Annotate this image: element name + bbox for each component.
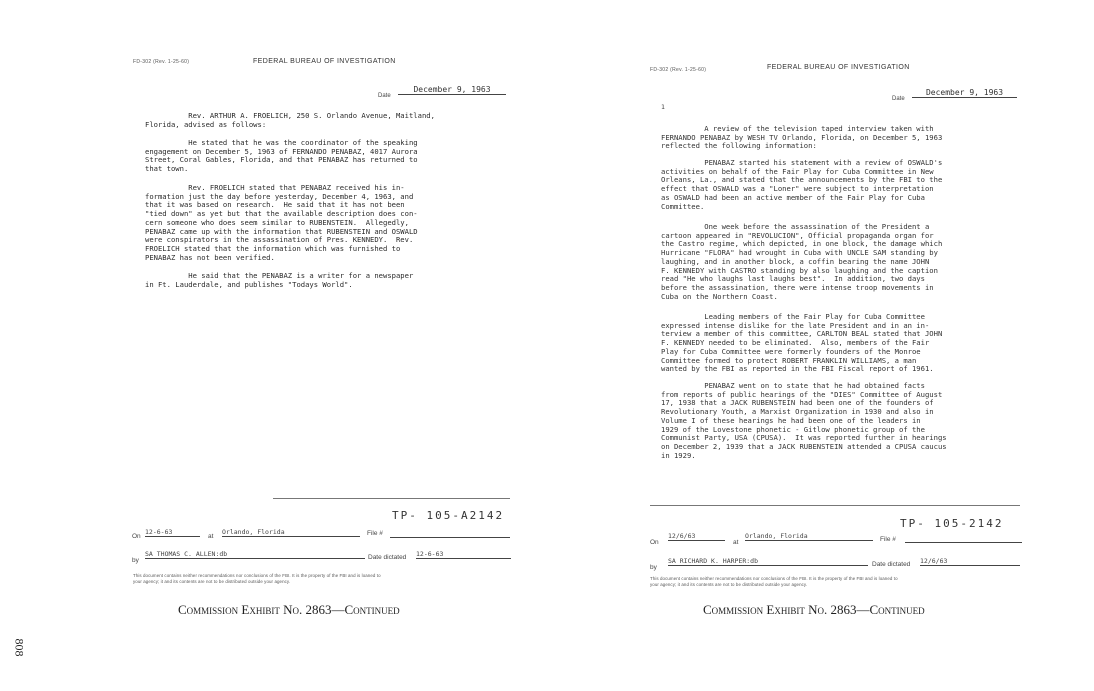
right-by-label: by [650, 564, 657, 571]
left-file-divider [273, 498, 510, 499]
left-paragraph-4: He said that the PENABAZ is a writer for a newspaper in Ft. Lauderdale, and publishes "Todays World". [145, 271, 414, 289]
left-location: Orlando, Florida [222, 528, 360, 537]
right-paragraph-4: Leading members of the Fair Play for Cuba Committee expressed intense dislike for the late President and in an in- terview a member of this committee, CARLTON BEAL stated that JOHN F. KENNEDY needed to be eliminated. Also, members of the Fair Play for Cuba Committee were formerly founders of the Monroe Committee formed to protect ROBERT FRANKLIN WILLIAMS, a man wanted by the FBI as reported in the FBI Fiscal report of 1961. [661, 312, 943, 374]
page-number: 808 [12, 638, 27, 657]
right-at-label: at [733, 539, 739, 546]
left-paragraph-1: Rev. ARTHUR A. FROELICH, 250 S. Orlando Avenue, Maitland, Florida, advised as follows: [145, 111, 435, 129]
right-paragraph-3: One week before the assassination of the President a cartoon appeared in "REVOLUCION", Official propaganda organ for the Castro regime, which depicted, in one block, the damage which Hurricane "FLORA" had wrought in Cuba with UNCLE SAM standing by laughing, and in another block, a coffin bearing the name JOHN F. KENNEDY with CASTRO standing by also laughing and the caption read "He who laughs last laughs best". In addition, two days before the assassination, there were intense troop movements in Cuba on the Northern Coast. [661, 222, 943, 301]
left-date: December 9, 1963 [398, 85, 506, 95]
right-footer-notice: This document contains neither recommendations nor conclusions of the FBI. It is the property of the FBI and is loaned to your agency; it and its contents are not to be distributed outside your agency. [650, 576, 898, 587]
left-on-label: On [132, 533, 141, 540]
right-file-number: TP- 105-2142 [900, 517, 1004, 530]
right-form-number: FD-302 (Rev. 1-25-60) [650, 67, 707, 73]
right-file-field [905, 536, 1022, 543]
left-footer-notice: This document contains neither recommendations nor conclusions of the FBI. It is the property of the FBI and is loaned to your agency; it and its contents are not to be distributed outside your agency. [133, 573, 381, 584]
left-by-label: by [132, 557, 139, 564]
right-paragraph-2: PENABAZ started his statement with a review of OSWALD's activities on behalf of the Fair Play for Cuba Committee in New Orleans, La., and stated that the announcements by the FBI to the effect that OSWALD was a "Loner" were subject to interpretation as OSWALD had been an active member of the Fair Play for Cuba Committee. [661, 158, 943, 211]
left-paragraph-3: Rev. FROELICH stated that PENABAZ received his in- formation just the day before yesterday, December 4, 1963, and that it was based on research. He said that it has not been "tied down" as yet but that the available description does con- cern someone who does seem similar to RUBENSTEIN. Allegedly, PENABAZ came up with the information that RUBENSTEIN and OSWALD were conspirators in the assassination of Pres. KENNEDY. Rev. FROELICH stated that the information which was furnished to PENABAZ has not been verified. [145, 183, 418, 262]
left-file-number: TP- 105-A2142 [392, 509, 505, 522]
right-dictated-label: Date dictated [872, 561, 911, 568]
right-file-label: File # [880, 536, 896, 543]
left-agency-header: FEDERAL BUREAU OF INVESTIGATION [253, 58, 396, 65]
right-date-label: Date [892, 96, 905, 102]
left-dictated-date: 12-6-63 [416, 550, 511, 559]
right-agent: SA RICHARD K. HARPER:db [668, 557, 868, 566]
right-agency-header: FEDERAL BUREAU OF INVESTIGATION [767, 64, 910, 71]
left-date-label: Date [378, 93, 391, 99]
right-date: December 9, 1963 [912, 88, 1017, 98]
right-page-marker: 1 [661, 103, 665, 111]
left-dictated-label: Date dictated [368, 554, 407, 561]
right-exhibit-caption: Commission Exhibit No. 2863—Continued [703, 602, 925, 617]
right-paragraph-1: A review of the television taped interview taken with FERNANDO PENABAZ by WESH TV Orlando, Florida, on December 5, 1963 reflected the following information: [661, 124, 943, 151]
left-agent: SA THOMAS C. ALLEN:db [145, 550, 365, 559]
right-file-divider [650, 505, 1020, 506]
left-file-field [390, 531, 510, 538]
right-paragraph-5: PENABAZ went on to state that he had obtained facts from reports of public hearings of the "DIES" Committee of August 17, 1938 that a JACK RUBENSTEIN had been one of the founders of Revolutionary Youth, a Marxist Organization in 1930 and also in Volume I of these hearings he had been one of the leaders in 1929 of the Lovestone phonetic - Gitlow phonetic group of the Communist Party, USA (CPUSA). It was reported further in hearings on December 2, 1939 that a JACK RUBENSTEIN attended a CPUSA caucus in 1929. [661, 381, 947, 460]
right-location: Orlando, Florida [745, 532, 873, 541]
left-paragraph-2: He stated that he was the coordinator of the speaking engagement on December 5, 1963 of FERNANDO PENABAZ, 4017 Aurora Street, Coral Gables, Florida, and that PENABAZ has returned to that town. [145, 138, 418, 174]
right-on-date: 12/6/63 [668, 532, 725, 541]
left-exhibit-caption: Commission Exhibit No. 2863—Continued [178, 602, 400, 617]
left-at-label: at [208, 533, 214, 540]
left-file-label: File # [367, 530, 383, 537]
right-dictated-date: 12/6/63 [920, 557, 1020, 566]
right-on-label: On [650, 539, 659, 546]
left-on-date: 12-6-63 [145, 528, 200, 537]
left-form-number: FD-302 (Rev. 1-25-60) [133, 59, 190, 65]
